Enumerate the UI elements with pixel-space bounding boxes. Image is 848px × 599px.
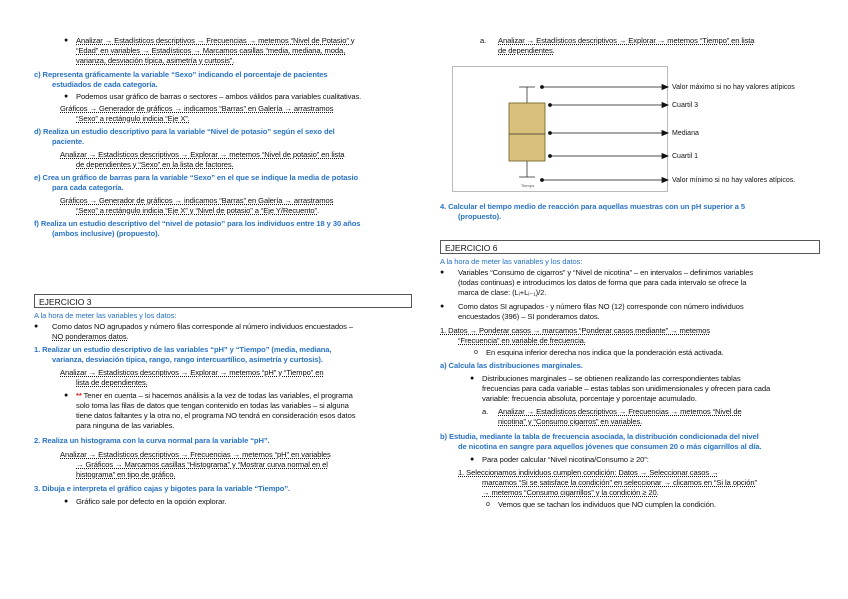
step-text: “Sexo” a rectángulo indicia “Eje X” y “Nivel de potasio” a “Eje Y/Recuento”.	[76, 206, 319, 215]
section-e-title: para cada categoría.	[52, 183, 124, 192]
annotation-q3: Cuartil 3	[672, 102, 699, 109]
section-d-title: d) Realiza un estudio descriptivo para la variable “Nivel de potasio” según el sexo del	[34, 127, 335, 136]
bullet-icon: ●	[64, 392, 69, 399]
note-text: Gráfico sale por defecto en la opción explorar.	[76, 497, 227, 506]
step-text: de dependientes.	[498, 46, 555, 55]
exercise-3-header: EJERCICIO 3	[34, 294, 412, 308]
list-marker: a.	[482, 407, 489, 416]
bullet-icon: ●	[440, 269, 445, 276]
exercise-3-intro: A la hora de meter las variables y los datos:	[34, 311, 177, 320]
note-text: Como datos SI agrupados - y número filas NO (12) corresponde con número individuos	[458, 302, 744, 311]
warning-text: tiene datos faltantes y la otra no, el programa NO tendrá en consideración esos datos	[76, 411, 356, 420]
step-text: lista de dependientes.	[76, 378, 148, 387]
annotation-median: Mediana	[672, 130, 699, 137]
section-e-title: e) Crea un gráfico de barras para la variable “Sexo” en el que se indique la media de potasio	[34, 173, 359, 182]
section-a-title: a) Calcula las distribuciones marginales.	[440, 361, 583, 370]
step-text: Gráficos → Generador de gráficos → indicamos “Barras” en Galería → arrastramos	[60, 196, 334, 205]
note-text: Variables “Consumo de cigarros” y “Nivel de nicotina” – en intervalos – definimos variables	[458, 268, 754, 277]
bullet-icon: ●	[440, 303, 445, 310]
warning-text: solo toma las filas de datos que tengan contenido en todas las variables – si alguna	[76, 401, 349, 410]
section-f-title: f) Realiza un estudio descriptivo del “nivel de potasio” para los individuos entre 18 y 30 años	[34, 219, 361, 228]
step-text: histograma” en tipo de gráfico.	[76, 470, 176, 479]
step-text: Analizar → Estadísticos descriptivos → Frecuencias → metemos “Nivel de	[498, 407, 742, 416]
note-text: Podemos usar gráfico de barras o sectores – ambos válidos para variables cualitativas.	[76, 92, 362, 101]
step-text: 1. Datos → Ponderar casos → marcamos “Ponderar casos mediante” → metemos	[440, 326, 711, 335]
section-c-title: c) Representa gráficamente la variable “Sexo” indicando el porcentaje de pacientes	[34, 70, 328, 79]
section-d-title: paciente.	[52, 137, 85, 146]
question-4: (propuesto).	[458, 212, 502, 221]
note-text: variable: frecuencia absoluta, porcentaje y porcentaje acumulado.	[482, 394, 697, 403]
bullet-icon: ●	[470, 375, 475, 382]
note-text: Como datos NO agrupados y número filas corresponde al número individuos encuestados –	[52, 322, 353, 331]
warning-text: para ninguna de las variables.	[76, 421, 175, 430]
exercise-6-header: EJERCICIO 6	[440, 240, 820, 254]
note-text: Para poder calcular “Nivel nicotina/Consumo ≥ 20”:	[482, 455, 649, 464]
axis-label: Tiempo	[521, 183, 535, 188]
section-f-title: (ambos inclusive) (propuesto).	[52, 229, 160, 238]
exercise-6-intro: A la hora de meter las variables y los datos:	[440, 257, 583, 266]
bullet-icon: ●	[64, 498, 69, 505]
step-text: Analizar → Estadísticos descriptivos → Explorar → metemos “Tiempo” en lista	[498, 36, 755, 45]
circle-bullet-icon: o	[486, 501, 490, 508]
note-text: (todas continuas) e introducimos los datos de forma que para cada intervalo se ofrece la	[458, 278, 747, 287]
step-text: marcamos “Si se satisface la condición” en seleccionar → clicamos en “Si la opción”	[482, 478, 757, 487]
exercise-3-q2: 2. Realiza un histograma con la curva normal para la variable “pH”.	[34, 436, 270, 445]
section-b-title: de nicotina en sangre para aquellos jóvenes que consumen 20 o más cigarrillos al día.	[458, 442, 762, 451]
step-text: Gráficos → Generador de gráficos → indicamos “Barras” en Galería → arrastramos	[60, 104, 334, 113]
step-text: Analizar → Estadísticos descriptivos → Explorar → metemos “Nivel de potasio” en lista	[60, 150, 345, 159]
note-text: Vemos que se tachan los individuos que NO cumplen la condición.	[498, 500, 716, 509]
note-text: encuestados (396) – SI ponderamos datos.	[458, 312, 600, 321]
note-text: frecuencias para cada variable – estas tablas son unidimensionales y ofrecen para cada	[482, 384, 771, 393]
annotation-max: Valor máximo si no hay valores atípicos	[672, 84, 795, 91]
instruction-line: Analizar → Estadísticos descriptivos → Frecuencias → metemos “Nivel de Potasio” y	[76, 36, 355, 45]
circle-bullet-icon: o	[474, 349, 478, 356]
bullet-icon: ●	[34, 323, 39, 330]
note-text: En esquina inferior derecha nos indica que la ponderación está activada.	[486, 348, 724, 357]
note-text: marca de clase: (Lᵢ+Lᵢ₋₁)/2.	[458, 288, 547, 297]
step-text: “Sexo” a rectángulo indicia “Eje X”.	[76, 114, 190, 123]
exercise-3-q1: 1. Realizar un estudio descriptivo de las variables “pH” y “Tiempo” (media, mediana,	[34, 345, 332, 354]
section-b-title: b) Estudia, mediante la tabla de frecuencia asociada, la distribución condicionada del nivel	[440, 432, 759, 441]
instruction-line: “Edad” en variables → Estadísticos → Marcamos casillas “media, mediana, moda,	[76, 46, 346, 55]
annotation-q1: Cuartil 1	[672, 153, 699, 160]
step-text: nicotina” y “Consumo cigarros” en variables.	[498, 417, 643, 426]
bullet-icon: ●	[470, 456, 475, 463]
note-text: Distribuciones marginales – se obtienen realizando las correspondientes tablas	[482, 374, 741, 383]
step-text: “Frecuencia” en variable de frecuencia.	[458, 336, 586, 345]
step-text: 1. Seleccionamos individuos cumplen condición: Datos → Seleccionar casos →	[458, 468, 719, 477]
warning-text: ** Tener en cuenta – si hacemos análisis a la vez de todas las variables, el programa	[76, 391, 353, 400]
step-text: → metemos “Consumo cigarrillos” y la condición ≥ 20.	[482, 488, 659, 497]
exercise-3-q1: varianza, desviación típica, rango, rango intercuartílico, asimetría y curtosis).	[52, 355, 323, 364]
section-c-title: estudiados de cada categoría.	[52, 80, 158, 89]
step-text: de dependientes y “Sexo” en la lista de factores.	[76, 160, 234, 169]
step-text: Analizar → Estadísticos descriptivos → Explorar → metemos “pH” y “Tiempo” en	[60, 368, 324, 377]
step-text: → Gráficos → Marcamos casillas “Histograma” y “Mostrar curva normal en el	[76, 460, 328, 469]
list-marker: a.	[480, 36, 487, 45]
annotation-arrows	[540, 80, 670, 190]
exercise-3-q3: 3. Dibuja e interpreta el gráfico cajas y bigotes para la variable “Tiempo”.	[34, 484, 291, 493]
bullet-icon: ●	[64, 93, 69, 100]
bullet-icon: ●	[64, 37, 69, 44]
note-text: NO ponderamos datos.	[52, 332, 129, 341]
question-4: 4. Calcular el tiempo medio de reacción para aquellas muestras con un pH superior a 5	[440, 202, 746, 211]
instruction-line: varianza, desviación típica, asimetría y curtosis”.	[76, 56, 235, 65]
step-text: Analizar → Estadísticos descriptivos → Frecuencias → metemos “pH” en variables	[60, 450, 331, 459]
annotation-min: Valor mínimo si no hay valores atípicos.	[672, 177, 796, 184]
